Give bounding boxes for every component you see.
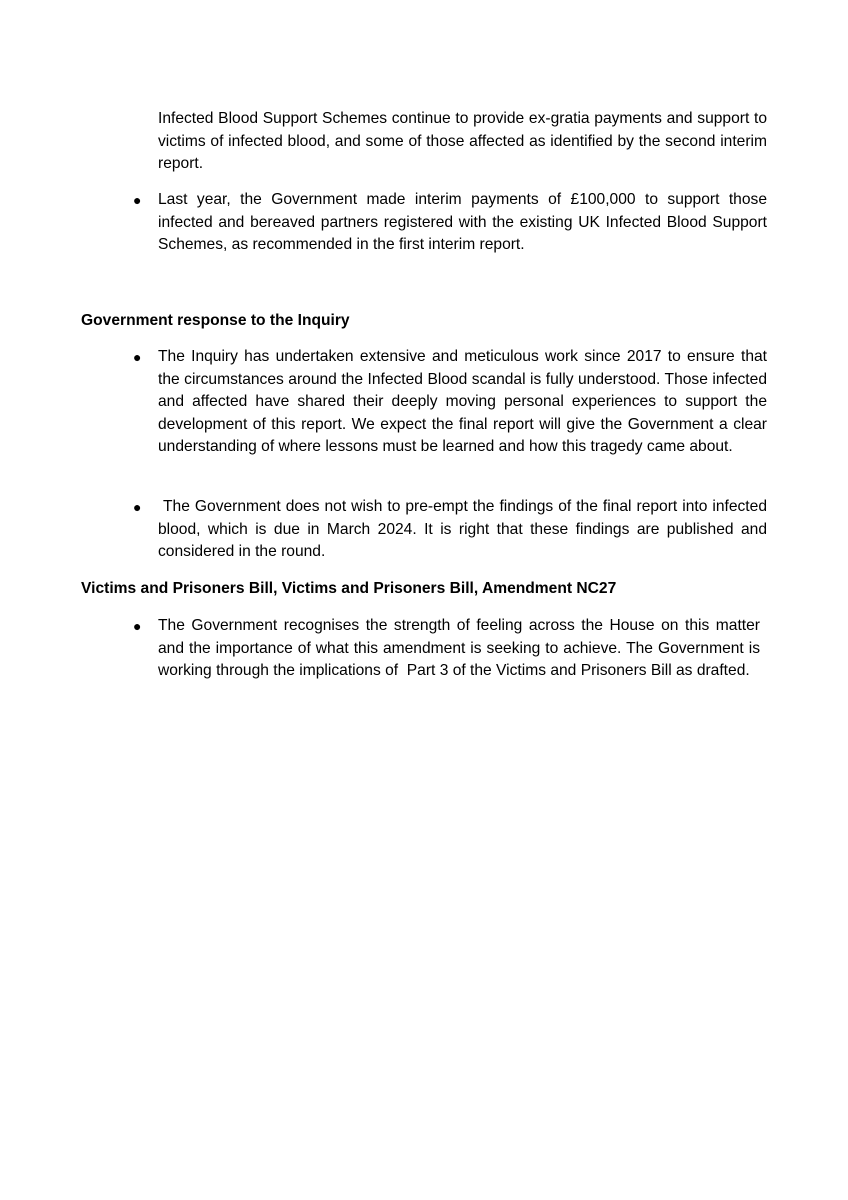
bullet-marker: ●	[133, 192, 142, 208]
continuation-paragraph: Infected Blood Support Schemes continue to provide ex-gratia payments and support to victims of infected blood, and some of those affected as identified by the second interim report.	[158, 110, 767, 172]
bullet-marker: ●	[133, 618, 142, 634]
section-heading-government-response: Government response to the Inquiry	[81, 312, 350, 329]
bullet-marker: ●	[133, 349, 142, 365]
bullet-paragraph-inquiry-work: The Inquiry has undertaken extensive and meticulous work since 2017 to ensure that the circumstances around the Infected Blood scandal is fully understood. Those infected and affected have shared their deeply moving personal experiences to support the development of this report. We expect the final report will give the Government a clear understanding of where lessons must be learned and how this tragedy came about.	[158, 348, 767, 455]
bullet-paragraph-final-report: The Government does not wish to pre-empt the findings of the final report into infected blood, which is due in March 2024. It is right that these findings are published and considered in the round.	[158, 498, 772, 560]
section-heading-victims-prisoners-bill: Victims and Prisoners Bill, Victims and Prisoners Bill, Amendment NC27	[81, 580, 617, 597]
bullet-marker: ●	[133, 499, 142, 515]
bullet-paragraph-interim-payments: Last year, the Government made interim payments of £100,000 to support those infected and bereaved partners registered with the existing UK Infected Blood Support Schemes, as recommended in the first interim report.	[158, 191, 767, 253]
bullet-paragraph-amendment: The Government recognises the strength of feeling across the House on this matter and the importance of what this amendment is seeking to achieve. The Government is working through the implications of Part 3 of the Victims and Prisoners Bill as drafted.	[158, 617, 765, 679]
